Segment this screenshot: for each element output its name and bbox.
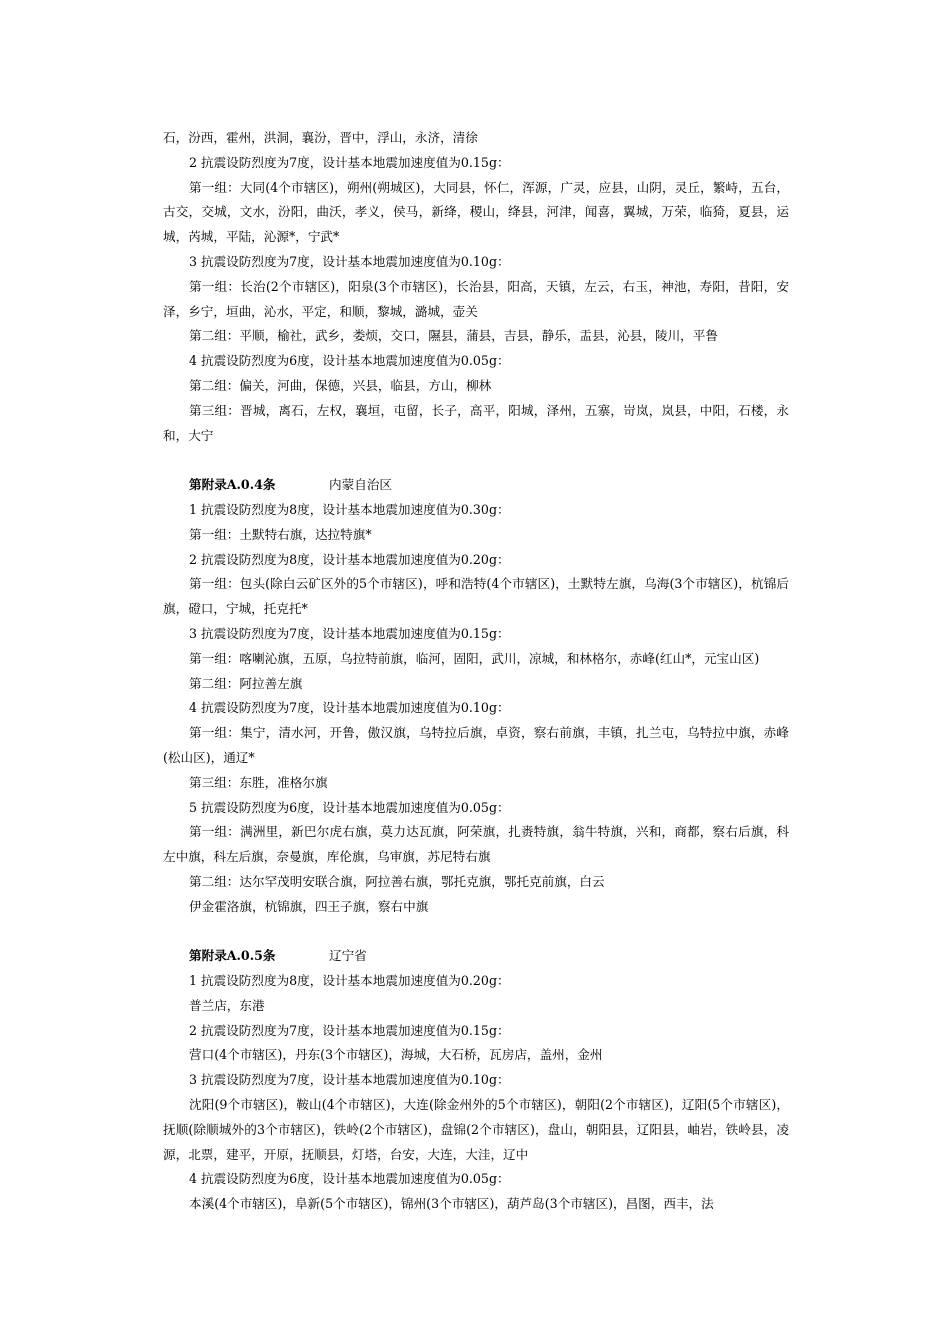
paragraph-line: 2 抗震设防烈度为7度，设计基本地震加速度值为0.15g： bbox=[189, 1022, 510, 1038]
paragraph-line: 第三组：晋城，离石，左权，襄垣，屯留，长子，高平，阳城，泽州，五寨，岢岚，岚县，中阳，石楼，永和，大宁 bbox=[163, 402, 789, 443]
paragraph-line: 1 抗震设防烈度为8度，设计基本地震加速度值为0.20g： bbox=[189, 973, 510, 989]
paragraph-line: 3 抗震设防烈度为7度，设计基本地震加速度值为0.10g： bbox=[189, 1072, 510, 1088]
paragraph-line: 第二组：平顺，榆社，武乡，娄烦，交口，隰县，蒲县，吉县，静乐，盂县，沁县，陵川，平鲁 bbox=[189, 328, 718, 344]
section-region-name: 辽宁省 bbox=[329, 948, 367, 964]
paragraph-line: 第一组：喀喇沁旗，五原，乌拉特前旗，临河，固阳，武川，凉城，和林格尔，赤峰(红山*，元宝山区) bbox=[189, 650, 760, 666]
paragraph-line: 第一组：土默特右旗，达拉特旗* bbox=[189, 526, 372, 542]
paragraph-line: 5 抗震设防烈度为6度，设计基本地震加速度值为0.05g： bbox=[189, 799, 510, 815]
paragraph-line: 第二组：达尔罕茂明安联合旗，阿拉善右旗，鄂托克旗，鄂托克前旗，白云 bbox=[189, 873, 605, 889]
paragraph-line: 4 抗震设防烈度为7度，设计基本地震加速度值为0.10g： bbox=[189, 700, 510, 716]
paragraph-line: 4 抗震设防烈度为6度，设计基本地震加速度值为0.05g： bbox=[189, 1171, 510, 1187]
paragraph-line: 1 抗震设防烈度为8度，设计基本地震加速度值为0.30g： bbox=[189, 501, 510, 517]
paragraph-line: 2 抗震设防烈度为8度，设计基本地震加速度值为0.20g： bbox=[189, 551, 510, 567]
document-page bbox=[163, 126, 789, 1217]
paragraph-line: 第一组：长治(2个市辖区)，阳泉(3个市辖区)，长治县，阳高，天镇，左云，右玉，神池，寿阳，昔阳，安泽，乡宁，垣曲，沁水，平定，和顺，黎城，潞城，壶关 bbox=[163, 278, 789, 319]
section-heading bbox=[163, 473, 789, 498]
paragraph-line: 营口(4个市辖区)，丹东(3个市辖区)，海城，大石桥，瓦房店，盖州，金州 bbox=[189, 1047, 603, 1063]
paragraph-line: 第二组：偏关，河曲，保德，兴县，临县，方山，柳林 bbox=[189, 377, 492, 393]
paragraph-line: 普兰店，东港 bbox=[189, 997, 265, 1013]
paragraph-line: 第一组：满洲里，新巴尔虎右旗，莫力达瓦旗，阿荣旗，扎赉特旗，翁牛特旗，兴和，商都，察右后旗，科左中旗，科左后旗，奈曼旗，库伦旗，乌审旗，苏尼特右旗 bbox=[163, 824, 789, 865]
section-spacer bbox=[163, 448, 789, 473]
paragraph-line: 本溪(4个市辖区)，阜新(5个市辖区)，锦州(3个市辖区)，葫芦岛(3个市辖区)，昌图，西丰，法 bbox=[189, 1196, 714, 1212]
section-region-name: 内蒙自治区 bbox=[329, 477, 392, 493]
paragraph-line: 2 抗震设防烈度为7度，设计基本地震加速度值为0.15g： bbox=[189, 154, 510, 170]
paragraph-line: 3 抗震设防烈度为7度，设计基本地震加速度值为0.15g： bbox=[189, 625, 510, 641]
paragraph-line: 第二组：阿拉善左旗 bbox=[189, 675, 303, 691]
section-spacer bbox=[163, 920, 789, 945]
paragraph-line: 伊金霍洛旗，杭锦旗，四王子旗，察右中旗 bbox=[189, 898, 429, 914]
paragraph-line: 4 抗震设防烈度为6度，设计基本地震加速度值为0.05g： bbox=[189, 353, 510, 369]
paragraph-line: 3 抗震设防烈度为7度，设计基本地震加速度值为0.10g： bbox=[189, 253, 510, 269]
paragraph-line: 第一组：大同(4个市辖区)，朔州(朔城区)，大同县，怀仁，浑源，广灵，应县，山阴，灵丘，繁峙，五台，古交，交城，文水，汾阳，曲沃，孝义，侯马，新绛，稷山，绛县，河津，闻喜，翼城，万荣，临猗，夏县，运城，芮城，平陆，沁源*，宁武* bbox=[163, 179, 789, 245]
paragraph-line: 第一组：包头(除白云矿区外的5个市辖区)，呼和浩特(4个市辖区)，土默特左旗，乌海(3个市辖区)，杭锦后旗，磴口，宁城，托克托* bbox=[163, 576, 789, 617]
paragraph-line: 石，汾西，霍州，洪洞，襄汾，晋中，浮山，永济，清徐 bbox=[163, 130, 478, 145]
paragraph-line: 第一组：集宁，清水河，开鲁，傲汉旗，乌特拉后旗，卓资，察右前旗，丰镇，扎兰屯，乌特拉中旗，赤峰(松山区)，通辽* bbox=[163, 725, 789, 765]
section-number: 第附录A.0.4条 bbox=[189, 477, 276, 493]
section-number: 第附录A.0.5条 bbox=[189, 948, 276, 964]
section-heading bbox=[163, 944, 789, 969]
paragraph-line: 第三组：东胜，准格尔旗 bbox=[189, 774, 328, 790]
paragraph-line: 沈阳(9个市辖区)，鞍山(4个市辖区)，大连(除金州外的5个市辖区)，朝阳(2个市辖区)，辽阳(5个市辖区)，抚顺(除顺城外的3个市辖区)，铁岭(2个市辖区)，盘锦(2个市辖区)，盘山，朝阳县，辽阳县，岫岩，铁岭县，凌源，北票，建平，开原，抚顺县，灯塔，台安，大连，大洼，辽中 bbox=[163, 1097, 789, 1162]
